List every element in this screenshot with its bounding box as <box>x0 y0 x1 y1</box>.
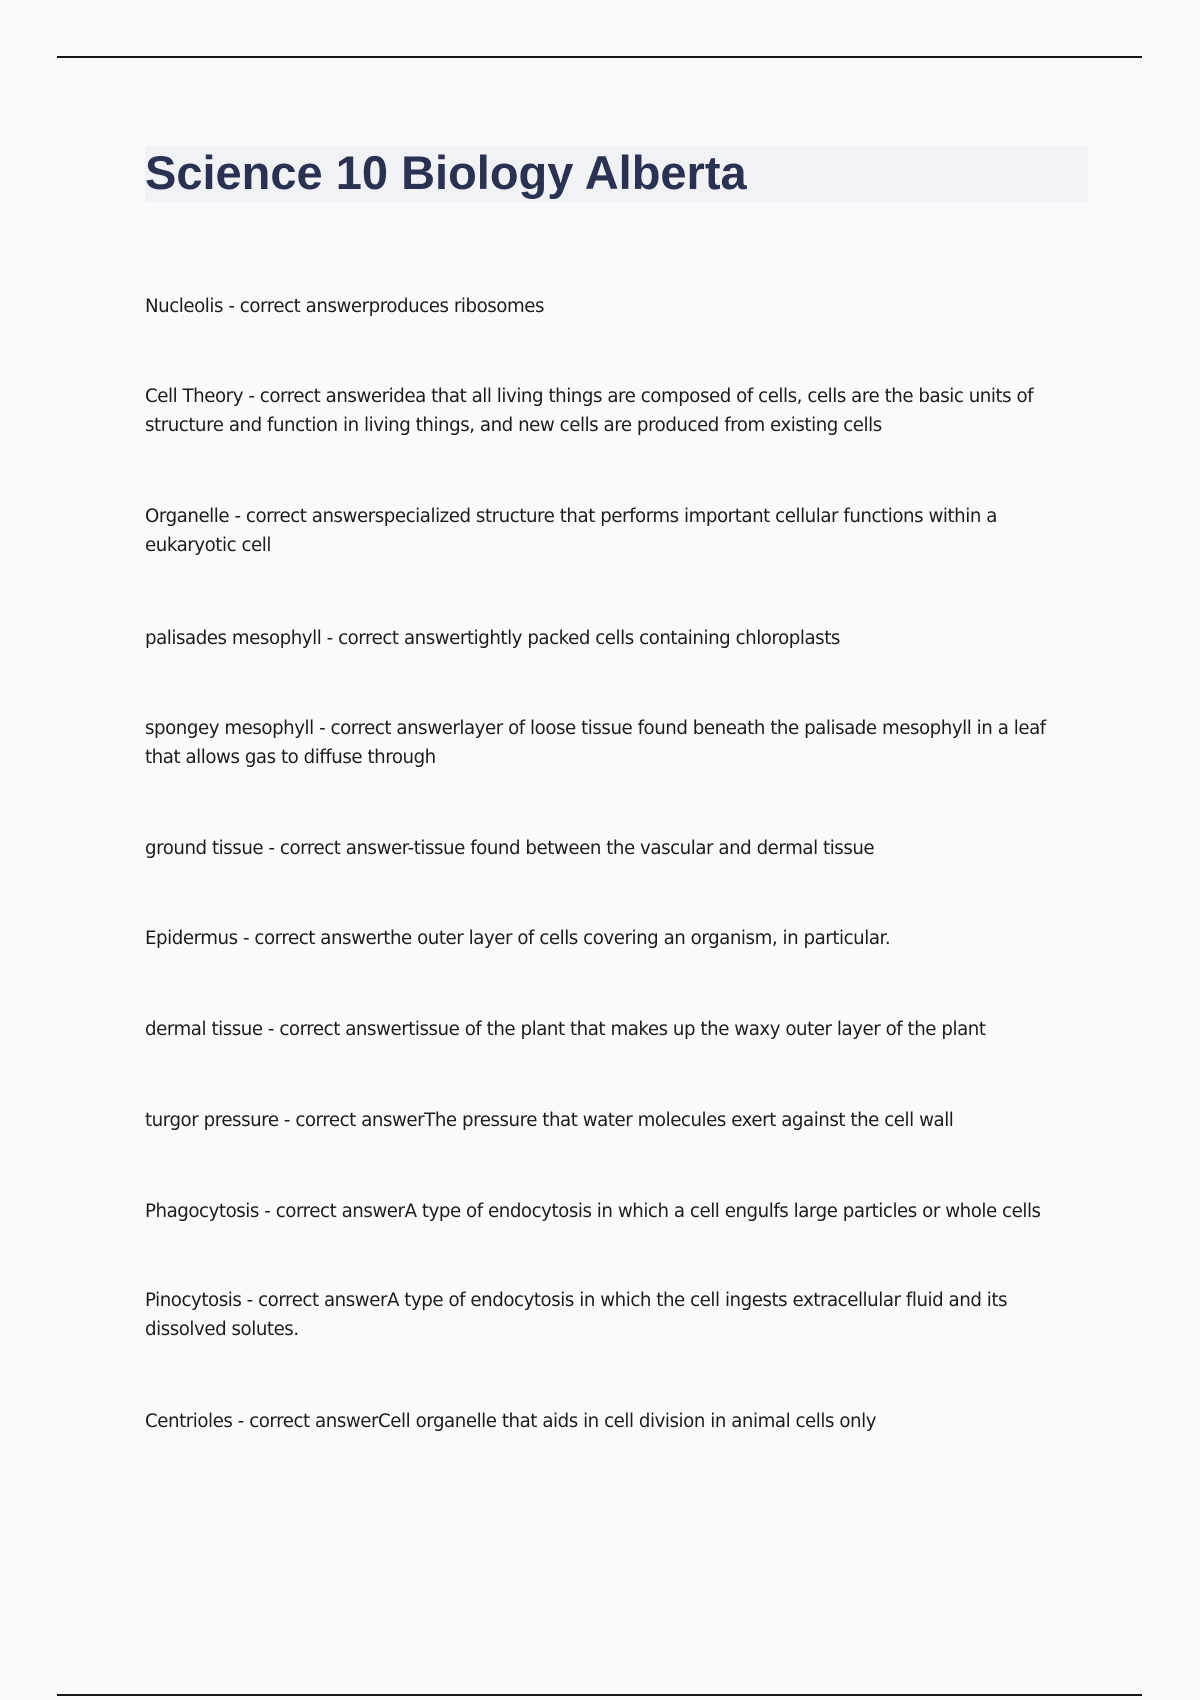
footer-rule <box>57 1694 1142 1696</box>
flashcard-entry: Nucleolis - correct answerproduces ribosomes <box>145 296 545 317</box>
flashcard-entry: palisades mesophyll - correct answertightly packed cells containing chloroplasts <box>145 628 840 649</box>
header-rule <box>57 56 1142 58</box>
flashcard-entry: Centrioles - correct answerCell organelle that aids in cell division in animal cells only <box>145 1411 877 1432</box>
flashcard-entry: ground tissue - correct answer-tissue found between the vascular and dermal tissue <box>145 838 875 859</box>
flashcard-entry: Cell Theory - correct answeridea that all living things are composed of cells, cells are the basic units of structure and function in living things, and new cells are produced from existing cells <box>145 386 1034 436</box>
flashcard-entry: dermal tissue - correct answertissue of the plant that makes up the waxy outer layer of the plant <box>145 1019 986 1040</box>
flashcard-entry: Pinocytosis - correct answerA type of endocytosis in which the cell ingests extracellular fluid and its dissolved solutes. <box>145 1290 1008 1340</box>
flashcard-entry: turgor pressure - correct answerThe pressure that water molecules exert against the cell wall <box>145 1110 954 1131</box>
flashcard-entry: Epidermus - correct answerthe outer layer of cells covering an organism, in particular. <box>145 928 891 949</box>
flashcard-entry: spongey mesophyll - correct answerlayer of loose tissue found beneath the palisade mesophyll in a leaf that allows gas to diffuse through <box>145 718 1046 768</box>
flashcard-entry: Organelle - correct answerspecialized structure that performs important cellular functions within a eukaryotic cell <box>145 506 997 556</box>
flashcard-entry: Phagocytosis - correct answerA type of endocytosis in which a cell engulfs large particles or whole cells <box>145 1201 1041 1222</box>
page-title: Science 10 Biology Alberta <box>145 146 747 199</box>
